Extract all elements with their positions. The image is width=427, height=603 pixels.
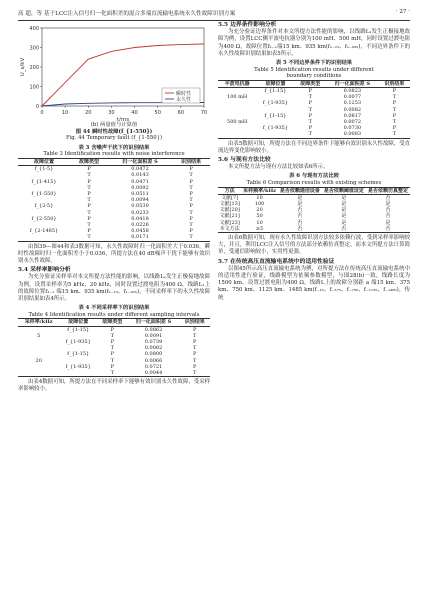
right-column [218, 22, 410, 302]
table-cell: P [87, 203, 91, 210]
table-cell: P [87, 166, 91, 173]
table-cell: 0.0082 [144, 345, 163, 352]
table-row [18, 326, 210, 333]
table-cell: f_{1-935} [65, 363, 91, 370]
right-paragraph-4: 由表6数据可知，现有永久性故障识别方法较多依赖行波，受到采样率影响较大，并且，利用LCC注入信号的方法部分依赖仿真整定，而本文所提方法计算简单，受通信影响较小，实用性更强。 [218, 235, 410, 256]
table-cell: 是 [297, 194, 303, 201]
table-cell: P [308, 112, 312, 119]
table-cell: f_{1-15} [264, 112, 287, 119]
table-cell: 0.1253 [343, 100, 362, 107]
table-cell: T [193, 332, 197, 339]
table-cell: P [308, 125, 312, 132]
table-cell: f_{1-415} [31, 178, 57, 185]
table-cell: P [308, 88, 312, 94]
table-header-cell: 识别结果 [384, 80, 405, 87]
table-cell: 0.0066 [144, 357, 163, 364]
table-row [218, 194, 410, 201]
table-cell: T [392, 119, 397, 126]
figure-44-chart [18, 22, 210, 122]
table-cell: T [189, 184, 193, 191]
table-cell: 0.0094 [131, 197, 149, 204]
figure-44-caption-en: Fig. 44 Temporary fault (f_{1-550}) [65, 135, 163, 142]
table-cell: T [189, 222, 193, 228]
table-4-caption-en: Table 4 Identification results under different sampling intervals [28, 311, 200, 318]
table-cell: 否 [385, 207, 391, 214]
figure-44-caption-cn: 图 44 瞬时性故障(f_{1-550}) [75, 128, 153, 135]
section-5-5-heading: 5.5 边界条件影响分析 [218, 22, 277, 28]
table-cell: 文献[13] [219, 201, 240, 208]
table-5-caption-cn: 表 5 不同边界条件下的识别结果 [275, 60, 353, 67]
table-cell: f_{2-1485} [29, 228, 59, 235]
table-cell: P [392, 100, 397, 107]
table-header-cell: 故障位置 [34, 158, 55, 165]
table-cell: 50 [256, 213, 263, 220]
table-cell: 是 [341, 207, 347, 214]
x-tick-label: 10 [61, 110, 69, 116]
section-5-7-heading: 5.7 在传统高压直流输电系统中的适用性验证 [218, 258, 335, 265]
table-cell [218, 88, 256, 95]
table-cell: T [87, 184, 91, 191]
table-4-caption-cn: 表 4 不同采样率下的识别结果 [78, 305, 150, 312]
table-cell: 0.0800 [144, 351, 163, 358]
table-row [18, 166, 210, 173]
table-cell: 文献[7] [221, 194, 239, 201]
table-cell: 100 [254, 201, 265, 208]
table-header-cell: 采样率/kHz [24, 319, 53, 326]
table-cell: P [87, 178, 91, 185]
x-axis-label: t/ms [116, 117, 130, 122]
table-cell: f_{1-15} [264, 88, 287, 94]
y-tick-label: 200 [29, 64, 39, 71]
table-cell: P [193, 363, 197, 370]
table-cell: 否 [297, 219, 303, 226]
x-tick-label: 50 [154, 110, 161, 116]
table-3-caption-en: Table 3 Identification results with noise interference [43, 151, 185, 158]
table-cell: 0.0862 [144, 326, 163, 333]
table-cell: 0.0072 [343, 119, 362, 126]
table-cell: 是 [341, 213, 347, 220]
left-paragraph-2: 为充分验证采样率对本文所提方法性能的影响，以线路L₁发生正极接地故障为例，设置采样率为5 kHz、20 kHz，同时设置过渡电阻为400 Ω，线路L₁上的故障位置f₁₋ₓ 端15 km、935 km(f₁₋₁₅、f₁₋₉₃₅)，不同采样率下的永久性故障识别结果如表4所示。 [18, 274, 210, 303]
table-cell: 0.0092 [131, 184, 149, 191]
table-cell: T [392, 106, 397, 113]
table-cell: T [179, 370, 210, 377]
table-cell: 否 [278, 226, 322, 233]
y-axis-label: U_s/kV [20, 57, 26, 77]
table-cell: P [189, 203, 193, 210]
table-cell: 是 [297, 201, 303, 208]
table-cell: 0.0418 [131, 215, 149, 222]
table-cell [59, 370, 97, 377]
table-cell: 0.0739 [144, 339, 163, 346]
table-cell: ≥5 [241, 226, 278, 233]
table-cell: 0.0817 [343, 112, 362, 119]
table-cell: 0.0823 [343, 88, 362, 94]
table-6 [218, 187, 410, 233]
table-cell: P [110, 326, 115, 333]
x-tick-label: 20 [85, 110, 92, 116]
table-cell: P [392, 88, 397, 94]
table-6-caption-en: Table 6 Comparison results with existing schemes [246, 180, 382, 187]
table-header-cell: 是否依赖仿真整定 [367, 187, 408, 194]
table-cell: f_{1-15} [67, 326, 90, 333]
table-cell: 文献[23] [219, 219, 240, 226]
table-cell: 10 [256, 219, 263, 226]
table-cell: 是 [385, 219, 391, 226]
section-5-6-heading: 5.6 与现有方法比较 [218, 157, 271, 164]
table-3 [18, 158, 210, 242]
table-cell: T [379, 131, 410, 138]
table-cell: 否 [322, 226, 366, 233]
table-cell: P [87, 228, 91, 235]
table-cell [18, 370, 59, 377]
header-left: 高 超，等 基于LCC注入信号归一化面积差的混合多端直流输电系统永久性故障识别方案 [18, 11, 236, 17]
table-row [218, 226, 410, 233]
table-6-caption-cn: 表 6 与现有方法比较 [289, 173, 339, 180]
table-cell: P [189, 215, 193, 222]
table-cell: P [87, 215, 91, 222]
table-cell: 5 [37, 332, 41, 339]
table-cell: 否 [385, 194, 391, 201]
table-3-caption-cn: 表 3 含噪声干扰下的识别结果 [78, 144, 150, 151]
table-cell: T [87, 197, 91, 204]
table-5 [218, 80, 410, 139]
table-cell: f_{2-550} [31, 215, 57, 222]
table-cell: 0.0530 [131, 203, 149, 210]
table-cell: 0.0472 [131, 166, 149, 173]
table-row [218, 88, 410, 95]
table-cell: 10 [256, 194, 263, 201]
table-cell: 0.0511 [131, 190, 149, 197]
table-cell: 0.0082 [343, 106, 362, 113]
table-cell: 0.0233 [131, 209, 149, 216]
table-header-cell: 故障位置 [265, 80, 286, 87]
table-cell: T [172, 234, 210, 241]
table-header-cell: 故障类型 [79, 158, 100, 165]
figure-44-subcaption: (b) 两量值与计算值 [90, 122, 138, 128]
table-cell: 0.0471 [131, 178, 149, 185]
page-header [18, 6, 410, 21]
table-cell: P [193, 339, 197, 346]
table-cell: 0.0171 [108, 234, 172, 241]
legend-label: 永久性 [176, 96, 192, 103]
y-tick-label: 400 [29, 25, 39, 32]
table-5-caption-en-1: Table 5 Identification results under different [254, 66, 374, 73]
table-cell: 是 [341, 219, 347, 226]
table-cell: 否 [366, 226, 410, 233]
table-header-cell: 识别结果 [184, 319, 205, 326]
table-cell: P [189, 178, 193, 185]
table-cell: 20 [256, 207, 263, 214]
table-header-cell: 故障类型 [300, 80, 321, 87]
table-cell: T [308, 119, 312, 126]
table-cell: T [308, 94, 312, 101]
x-tick-label: 60 [177, 110, 185, 116]
section-5-4-heading: 5.4 采样率影响分析 [18, 267, 71, 274]
table-header-cell: 故障位置 [68, 319, 89, 326]
legend-label: 瞬时性 [176, 90, 192, 97]
table-cell: P [189, 190, 193, 197]
table-cell: f_{1-15} [67, 351, 90, 358]
table-header-cell: 归一化面积差 S [122, 158, 158, 165]
table-cell: P [110, 363, 115, 370]
table-cell: 否 [297, 213, 303, 220]
table-cell: T [110, 357, 114, 364]
table-cell: f_{1-935} [262, 125, 289, 132]
table-cell: P [189, 228, 193, 235]
y-tick-label: 100 [29, 84, 39, 91]
table-cell [18, 326, 59, 333]
table-cell: T [110, 332, 114, 339]
table-cell: T [110, 345, 114, 352]
table-cell: T [193, 345, 197, 352]
table-cell: T [87, 222, 91, 228]
x-tick-label: 70 [200, 110, 208, 116]
right-paragraph-1: 为充分验证边界条件对本文所提方法性能的影响，以线路L₁发生正极接地故障为例，设置LCC侧平波电抗器分别为100 mH、500 mH，同时设置过渡电阻为400 Ω，故障位置f₁₋ₓ端15 km、935 km(f₁₋₁₅、f₁₋₉₃₅)，不同边界条件下的永久性故障识别结果如表5所示。 [218, 29, 410, 57]
left-column [18, 22, 210, 394]
table-cell: 0.0226 [131, 222, 149, 228]
table-cell: 0.0083 [326, 131, 379, 138]
table-cell: 是 [341, 201, 347, 208]
left-paragraph-3: 由表4数据可知，所提方法在不同采样率下能够有效识别永久性故障，受采样率影响较小。 [18, 379, 210, 393]
table-cell [256, 131, 294, 138]
table-header-cell: 归一化面积差 S [334, 80, 370, 87]
table-cell: 100 mH [227, 94, 248, 101]
table-cell: T [295, 131, 326, 138]
table-row [218, 131, 410, 138]
figure-44 [18, 22, 210, 122]
table-cell: 文献[21] [219, 213, 240, 220]
left-paragraph-1: 由图39—图44和表3数据可知，永久性故障时归一化面积差大于0.036，瞬时性故障时归一化面积差小于0.036，所提方法在40 dB噪声干扰下能够有效识别永久性故障。 [18, 243, 210, 265]
x-tick-label: 30 [108, 110, 115, 116]
table-cell: P [193, 351, 197, 358]
table-cell: P [308, 100, 312, 107]
table-header-cell: 归一化面积差 S [135, 319, 172, 326]
table-cell: P [193, 326, 197, 333]
table-cell [18, 234, 70, 241]
x-tick-label: 40 [131, 110, 138, 116]
table-cell: 是 [341, 194, 347, 201]
table-header-cell: 是否依赖通信设备 [279, 187, 320, 194]
table-header-cell: 故障类型 [102, 319, 123, 326]
table-cell: P [110, 339, 115, 346]
table-cell: 0.0730 [343, 125, 362, 132]
table-cell: f_{1-935} [262, 100, 289, 107]
table-header-cell: 采样频率/kHz [243, 187, 277, 194]
table-cell: T [87, 209, 91, 216]
y-tick-label: 300 [29, 45, 39, 52]
table-cell: 0.0077 [343, 94, 362, 101]
page-number: · 27 · [395, 9, 410, 15]
table-header-cell: 方法 [224, 187, 235, 194]
table-header-cell: 识别结果 [181, 158, 202, 165]
table-cell: P [392, 112, 397, 119]
table-cell: 0.0143 [131, 172, 149, 179]
table-cell: 是 [385, 201, 391, 208]
table-cell: f_{1-5} [34, 166, 54, 173]
table-cell: T [189, 197, 193, 204]
table-cell: P [392, 125, 397, 132]
right-paragraph-2: 由表5数据可知，所提方法在不同边界条件下能够有效识别永久性故障，受直流边界变化影响较小。 [218, 140, 410, 154]
table-cell: 20 [35, 357, 42, 364]
table-cell: T [193, 357, 197, 364]
table-4 [18, 318, 210, 377]
table-cell: f_{1-935} [65, 339, 91, 346]
table-cell: 0.0091 [144, 332, 163, 339]
table-cell: T [87, 172, 91, 179]
right-paragraph-5: 以图45所示高压直流输电系统为例，对所提方法在传统高压直流输电系统中的适用性进行验证，线路模型为依频参数模型，与图28(b)一致，线路长度为1500 km。设置过渡电阻为400 Ω，线路L上的故障分别距 a 端15 km、375 km、750 km、1125 km、1485 km(f₋₁₅、f₋₃₇₅、f₋₇₅₀、f₋₁₁₂₅、f₋₁₄₈₅)，传统 [218, 265, 410, 301]
table-header-cell: 是否依赖阈值设定 [323, 187, 364, 194]
table-cell: T [97, 370, 128, 377]
table-cell: 文献[20] [219, 207, 240, 214]
table-cell: 0.0458 [131, 228, 149, 235]
table-row [18, 234, 210, 241]
right-paragraph-3: 本文所提方法与现有方法比较如表6所示。 [228, 164, 329, 171]
table-5-caption-en-2: boundary conditions [286, 73, 342, 80]
table-cell: 否 [385, 213, 391, 220]
y-tick-label: 0 [35, 103, 39, 110]
table-cell: P [189, 166, 193, 173]
table-header-cell: 平波电抗器 [224, 80, 250, 87]
table-cell: 500 mH [227, 119, 248, 126]
table-cell: T [189, 172, 193, 179]
table-cell: 否 [297, 207, 303, 214]
table-cell [218, 131, 256, 138]
table-cell: f_{1-550} [31, 190, 57, 197]
table-cell: T [392, 94, 397, 101]
x-tick-label: 0 [40, 110, 44, 116]
table-cell: 0.0044 [128, 370, 180, 377]
table-cell: P [110, 351, 115, 358]
table-cell: P [87, 190, 91, 197]
table-cell: T [308, 106, 312, 113]
table-cell: T [70, 234, 108, 241]
table-cell: 本文方法 [219, 225, 240, 232]
table-cell: f_{2-5} [34, 203, 54, 210]
table-row [18, 370, 210, 377]
table-cell: T [189, 209, 193, 216]
table-cell: 0.0721 [144, 363, 163, 370]
